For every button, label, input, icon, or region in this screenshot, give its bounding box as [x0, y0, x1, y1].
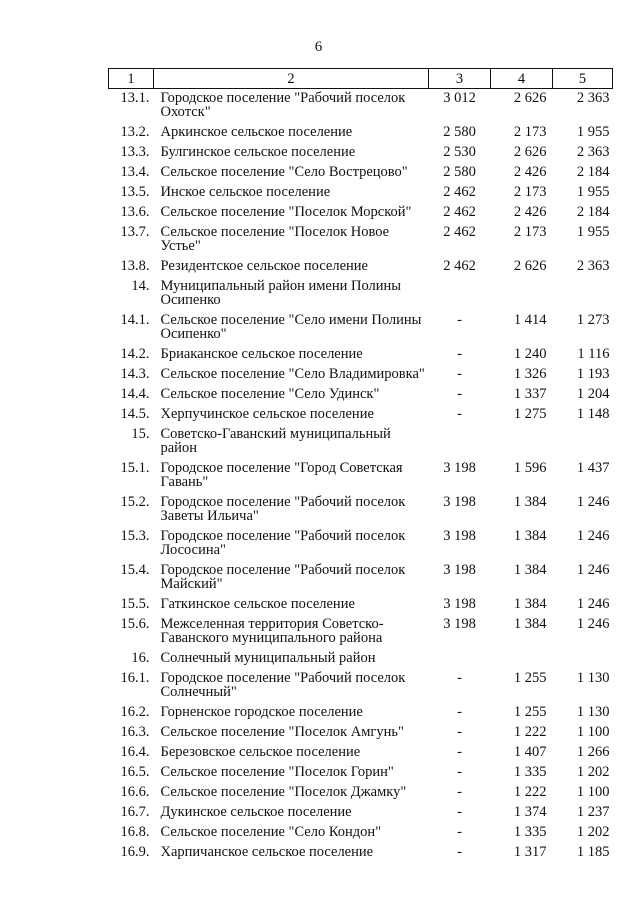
row-value-col4 — [491, 425, 553, 459]
row-value-col3: - — [457, 406, 462, 422]
row-value-col4: 1 596 — [513, 460, 547, 476]
row-number-cell: 14. — [131, 278, 150, 294]
row-name-cell: Городское поселение "Рабочий поселок Лососина" — [160, 528, 406, 558]
row-name-cell: Сельское поселение "Село Вострецово" — [160, 164, 408, 180]
row-value-col4: 1 275 — [513, 406, 547, 422]
row-value-col3: 3 012 — [443, 90, 476, 106]
row-name-cell: Бриаканское сельское поселение — [160, 346, 363, 362]
row-value-col5: 1 202 — [576, 764, 610, 780]
table-row — [109, 143, 613, 163]
row-number-cell: 16.9. — [120, 844, 150, 860]
row-value-col3: 3 198 — [443, 528, 476, 544]
row-value-col4: 1 384 — [513, 616, 547, 632]
row-value-col5: 1 116 — [577, 346, 610, 362]
row-name-cell: Сельское поселение "Поселок Горин" — [160, 764, 394, 780]
table-row — [109, 615, 613, 649]
header-col-3: 3 — [429, 69, 491, 89]
row-value-col3: 3 198 — [443, 460, 476, 476]
row-value-col3: - — [457, 346, 462, 362]
row-value-col4: 2 626 — [513, 258, 547, 274]
header-col-2: 2 — [154, 69, 429, 89]
row-number-cell: 13.2. — [120, 124, 150, 140]
row-name-cell: Межселенная территория Советско-Гаванского муниципального района — [160, 616, 384, 646]
row-number-cell: 14.4. — [120, 386, 150, 402]
row-number-cell: 13.3. — [120, 144, 150, 160]
row-name-cell: Березовское сельское поселение — [160, 744, 361, 760]
row-name-cell: Сельское поселение "Поселок Морской" — [160, 204, 412, 220]
row-value-col4: 1 222 — [513, 784, 547, 800]
row-name-cell: Городское поселение "Рабочий поселок Майский" — [160, 562, 406, 592]
table-row — [109, 459, 613, 493]
row-name-cell: Булгинское сельское поселение — [160, 144, 356, 160]
table-row — [109, 277, 613, 311]
row-number-cell: 16.1. — [120, 670, 150, 686]
table-row — [109, 365, 613, 385]
row-value-col5: 1 246 — [576, 562, 610, 578]
table-row — [109, 425, 613, 459]
row-value-col4: 1 337 — [513, 386, 547, 402]
row-name-cell: Солнечный муниципальный район — [160, 650, 376, 666]
row-name-cell: Сельское поселение "Село Кондон" — [160, 824, 382, 840]
row-value-col4: 1 335 — [513, 764, 547, 780]
row-name-cell: Сельское поселение "Поселок Новое Устье" — [160, 224, 390, 254]
table-row — [109, 203, 613, 223]
row-value-col5 — [553, 277, 613, 311]
table-row — [109, 385, 613, 405]
row-value-col3: 2 462 — [443, 258, 476, 274]
row-number-cell: 16.8. — [120, 824, 150, 840]
row-value-col3: - — [457, 704, 462, 720]
row-name-cell: Сельское поселение "Поселок Амгунь" — [160, 724, 404, 740]
row-value-col4: 1 414 — [513, 312, 547, 328]
row-number-cell: 13.8. — [120, 258, 150, 274]
row-value-col4: 2 173 — [513, 184, 547, 200]
row-value-col3: - — [457, 366, 462, 382]
row-value-col4: 1 240 — [513, 346, 547, 362]
table-row — [109, 783, 613, 803]
row-value-col4: 1 374 — [513, 804, 547, 820]
row-value-col3: 2 580 — [443, 124, 476, 140]
row-name-cell: Горненское городское поселение — [160, 704, 363, 720]
row-value-col5: 1 246 — [576, 616, 610, 632]
header-col-4: 4 — [491, 69, 553, 89]
row-value-col3: - — [457, 724, 462, 740]
row-value-col4: 1 407 — [513, 744, 547, 760]
row-value-col4: 2 626 — [513, 144, 547, 160]
table-header — [109, 69, 613, 89]
row-value-col5: 1 955 — [576, 124, 610, 140]
row-value-col5: 1 130 — [576, 670, 610, 686]
row-name-cell: Советско-Гаванский муниципальный район — [160, 426, 391, 456]
row-value-col5: 1 193 — [576, 366, 610, 382]
row-name-cell: Резидентское сельское поселение — [160, 258, 368, 274]
row-number-cell: 15.5. — [120, 596, 150, 612]
row-number-cell: 15.4. — [120, 562, 150, 578]
row-number-cell: 14.3. — [120, 366, 150, 382]
row-number-cell: 15.2. — [120, 494, 150, 510]
row-number-cell: 16.6. — [120, 784, 150, 800]
table-row — [109, 763, 613, 783]
row-value-col5: 2 363 — [576, 144, 610, 160]
row-value-col4 — [491, 649, 553, 669]
row-number-cell: 13.5. — [120, 184, 150, 200]
row-value-col3: - — [457, 764, 462, 780]
table-row — [109, 311, 613, 345]
table-row — [109, 123, 613, 143]
table-row — [109, 223, 613, 257]
row-value-col4: 1 384 — [513, 596, 547, 612]
row-value-col5: 2 184 — [576, 204, 610, 220]
row-name-cell: Гаткинское сельское поселение — [160, 596, 355, 612]
header-col-5: 5 — [553, 69, 613, 89]
table-row — [109, 843, 613, 863]
row-value-col3: 3 198 — [443, 616, 476, 632]
row-number-cell: 15. — [131, 426, 150, 442]
row-number-cell: 15.1. — [120, 460, 150, 476]
table-row — [109, 595, 613, 615]
row-value-col4: 2 426 — [513, 204, 547, 220]
table-row — [109, 405, 613, 425]
table-row — [109, 89, 613, 124]
row-name-cell: Инское сельское поселение — [160, 184, 331, 200]
row-value-col5: 1 185 — [576, 844, 610, 860]
row-value-col3: 2 580 — [443, 164, 476, 180]
row-number-cell: 13.6. — [120, 204, 150, 220]
row-value-col5: 2 184 — [576, 164, 610, 180]
row-value-col4: 1 384 — [513, 494, 547, 510]
row-value-col3: 2 530 — [443, 144, 476, 160]
row-value-col5: 1 246 — [576, 494, 610, 510]
row-name-cell: Сельское поселение "Село Владимировка" — [160, 366, 425, 382]
row-value-col5: 2 363 — [576, 90, 610, 106]
row-value-col5: 1 237 — [576, 804, 610, 820]
data-table — [108, 68, 613, 863]
row-value-col4: 2 626 — [513, 90, 547, 106]
row-value-col5: 1 130 — [576, 704, 610, 720]
row-value-col5: 1 204 — [576, 386, 610, 402]
row-name-cell: Сельское поселение "Поселок Джамку" — [160, 784, 407, 800]
row-value-col5: 1 437 — [576, 460, 610, 476]
row-value-col4: 1 255 — [513, 704, 547, 720]
row-value-col5: 1 246 — [576, 596, 610, 612]
row-value-col5: 1 955 — [576, 224, 610, 240]
row-number-cell: 16. — [131, 650, 150, 666]
row-value-col5: 1 202 — [576, 824, 610, 840]
table-row — [109, 649, 613, 669]
row-value-col5: 2 363 — [576, 258, 610, 274]
table-row — [109, 257, 613, 277]
table-row — [109, 527, 613, 561]
table-row — [109, 823, 613, 843]
row-value-col3 — [429, 425, 491, 459]
row-value-col3: - — [457, 670, 462, 686]
row-value-col3: - — [457, 824, 462, 840]
table-row — [109, 183, 613, 203]
row-number-cell: 16.3. — [120, 724, 150, 740]
row-value-col5: 1 246 — [576, 528, 610, 544]
row-value-col4: 1 384 — [513, 562, 547, 578]
row-value-col4: 2 173 — [513, 124, 547, 140]
row-value-col4 — [491, 277, 553, 311]
row-value-col4: 2 173 — [513, 224, 547, 240]
row-value-col5 — [553, 649, 613, 669]
row-number-cell: 13.4. — [120, 164, 150, 180]
row-value-col5: 1 273 — [576, 312, 610, 328]
row-value-col4: 1 222 — [513, 724, 547, 740]
row-name-cell: Аркинское сельское поселение — [160, 124, 353, 140]
table-row — [109, 743, 613, 763]
page-number: 6 — [314, 39, 323, 55]
table-row — [109, 703, 613, 723]
header-col-1: 1 — [109, 69, 154, 89]
row-value-col3: - — [457, 844, 462, 860]
row-value-col5 — [553, 425, 613, 459]
row-name-cell: Городское поселение "Рабочий поселок Охотск" — [160, 90, 406, 120]
row-value-col5: 1 266 — [576, 744, 610, 760]
row-value-col3: 3 198 — [443, 562, 476, 578]
table-row — [109, 561, 613, 595]
row-number-cell: 15.3. — [120, 528, 150, 544]
row-number-cell: 15.6. — [120, 616, 150, 632]
row-value-col3: 2 462 — [443, 184, 476, 200]
row-number-cell: 16.7. — [120, 804, 150, 820]
row-value-col3: 2 462 — [443, 204, 476, 220]
row-value-col4: 1 255 — [513, 670, 547, 686]
row-value-col4: 1 326 — [513, 366, 547, 382]
row-name-cell: Сельское поселение "Село Удинск" — [160, 386, 380, 402]
table-row — [109, 723, 613, 743]
header-row — [109, 69, 613, 89]
table-row — [109, 493, 613, 527]
table-body — [109, 89, 613, 864]
row-name-cell: Дукинское сельское поселение — [160, 804, 352, 820]
row-number-cell: 13.7. — [120, 224, 150, 240]
row-value-col5: 1 148 — [576, 406, 610, 422]
row-name-cell: Харпичанское сельское поселение — [160, 844, 374, 860]
row-value-col5: 1 955 — [576, 184, 610, 200]
row-value-col4: 1 317 — [513, 844, 547, 860]
row-value-col5: 1 100 — [576, 724, 610, 740]
row-value-col3: 3 198 — [443, 596, 476, 612]
row-value-col5: 1 100 — [576, 784, 610, 800]
row-value-col3: - — [457, 784, 462, 800]
row-value-col3 — [429, 277, 491, 311]
row-value-col3: - — [457, 312, 462, 328]
row-name-cell: Муниципальный район имени Полины Осипенко — [160, 278, 402, 308]
row-value-col3 — [429, 649, 491, 669]
row-value-col3: 3 198 — [443, 494, 476, 510]
table-row — [109, 345, 613, 365]
row-name-cell: Сельское поселение "Село имени Полины Осипенко" — [160, 312, 422, 342]
table-row — [109, 163, 613, 183]
row-name-cell: Херпучинское сельское поселение — [160, 406, 374, 422]
row-value-col3: 2 462 — [443, 224, 476, 240]
row-number-cell: 14.2. — [120, 346, 150, 362]
row-number-cell: 14.1. — [120, 312, 150, 328]
table-row — [109, 669, 613, 703]
row-number-cell: 14.5. — [120, 406, 150, 422]
row-name-cell: Городское поселение "Рабочий поселок Солнечный" — [160, 670, 406, 700]
row-number-cell: 13.1. — [120, 90, 150, 106]
row-value-col4: 1 384 — [513, 528, 547, 544]
row-value-col4: 2 426 — [513, 164, 547, 180]
row-name-cell: Городское поселение "Рабочий поселок Заветы Ильича" — [160, 494, 406, 524]
row-number-cell: 16.5. — [120, 764, 150, 780]
row-name-cell: Городское поселение "Город Советская Гавань" — [160, 460, 403, 490]
row-value-col3: - — [457, 804, 462, 820]
row-value-col3: - — [457, 386, 462, 402]
row-number-cell: 16.2. — [120, 704, 150, 720]
row-number-cell: 16.4. — [120, 744, 150, 760]
row-value-col3: - — [457, 744, 462, 760]
row-value-col4: 1 335 — [513, 824, 547, 840]
table-row — [109, 803, 613, 823]
